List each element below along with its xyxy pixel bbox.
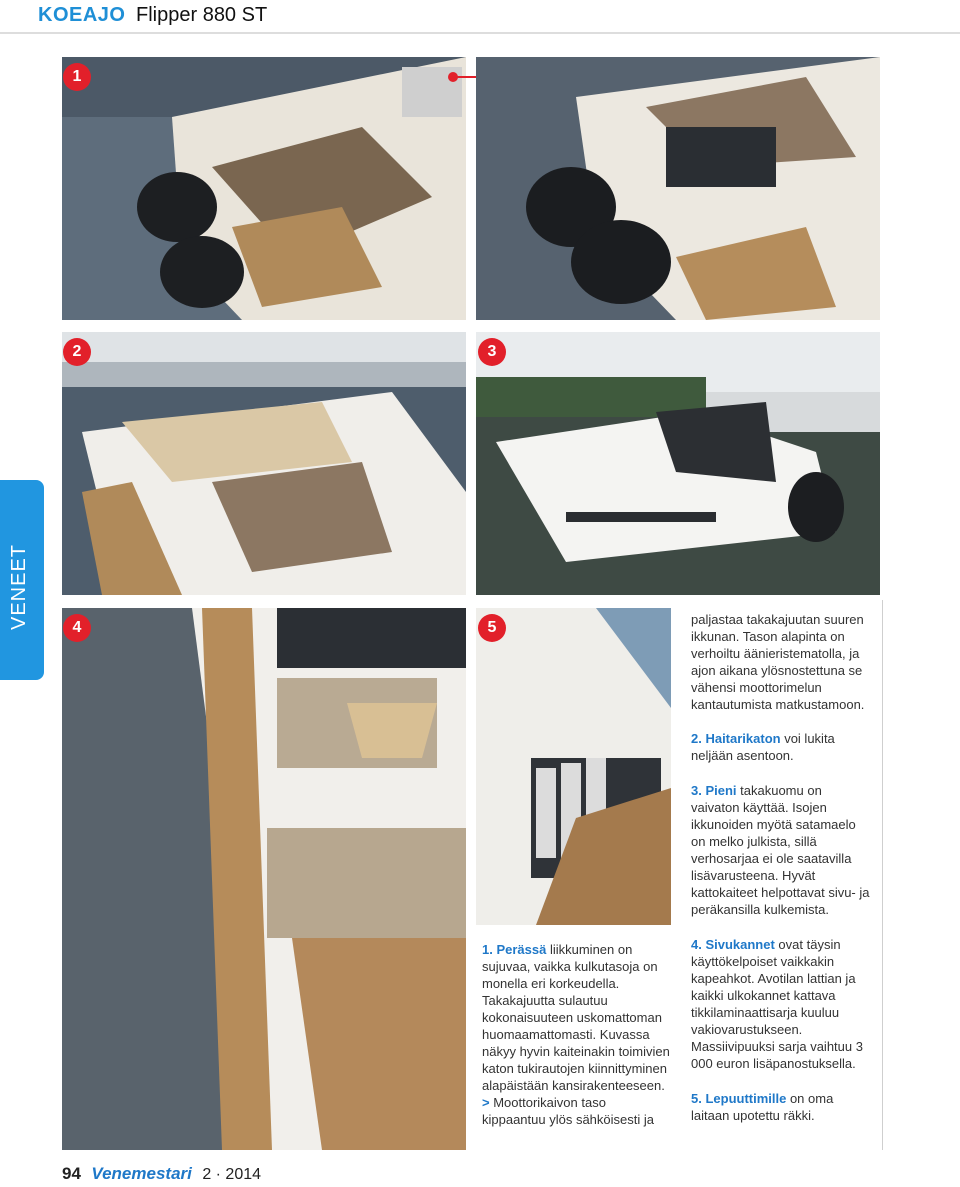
caption-1-continued — [691, 611, 871, 713]
photo-5-badge: 5 — [478, 614, 506, 642]
caption-1-arrow: > — [482, 1095, 490, 1110]
caption-4-lead: 4. Sivukannet — [691, 937, 775, 952]
caption-3-text: takakuomu on vaivaton käyttää. Isojen ikkunoiden myötä satamaelo on melko julkista, sillä verhosarjaa ei ole saatavilla lisävarusteena. Hyvät kattokaiteet helpottavat sivu- ja peräkansilla kulkemista. — [691, 783, 870, 917]
side-tab-label: VENEET — [8, 543, 30, 630]
caption-5-lead: 5. Lepuuttimille — [691, 1091, 787, 1106]
photo-5 — [476, 608, 671, 925]
caption-5-text: on oma laitaan upotettu räkki. — [691, 1091, 834, 1123]
caption-2-text: voi lukita neljään asentoon. — [691, 731, 835, 763]
page-footer — [62, 1164, 261, 1184]
section-label: KOEAJO — [38, 4, 126, 26]
photo-4-badge: 4 — [63, 614, 91, 642]
page-number: 94 — [62, 1164, 81, 1183]
caption-1 — [482, 941, 670, 1128]
caption-4-text: ovat täysin käyttökelpoiset vaikkakin kapeahkot. Avotilan lattian ja kaikki ulkokannet kattava tikkilaminaattisarja kuuluu vakiovarustukseen. Massiivipuuksi sarja vaihtuu 3 000 euron lisäpanostuksella. — [691, 937, 863, 1071]
photo-4 — [62, 608, 466, 1150]
photo-3-badge: 3 — [478, 338, 506, 366]
caption-4 — [691, 936, 871, 1072]
caption-3-lead: 3. Pieni — [691, 783, 737, 798]
photo-2 — [62, 332, 466, 595]
page-title: Flipper 880 ST — [136, 4, 268, 26]
caption-5 — [691, 1090, 871, 1124]
photo-2-badge: 2 — [63, 338, 91, 366]
caption-1-lead: 1. Perässä — [482, 942, 547, 957]
caption-2-lead: 2. Haitarikaton — [691, 731, 781, 746]
caption-1-text2: Moottorikaivon taso kippaantuu ylös sähköisesti ja — [482, 1095, 654, 1127]
photo-1-left — [62, 57, 466, 320]
photo-1-badge: 1 — [63, 63, 91, 91]
page-header — [0, 0, 960, 32]
caption-3 — [691, 782, 871, 918]
issue-label: 2 · 2014 — [202, 1166, 262, 1183]
caption-1-cont-text: paljastaa takakajuutan suuren ikkunan. Tason alapinta on verhoiltu äänieristematolla, ja ajon aikana ylösnostettuna se vähensi moottorimelun kantautumista matkustamoon. — [691, 612, 865, 712]
magazine-logo: Venemestari — [91, 1164, 192, 1183]
header-divider — [0, 32, 960, 34]
caption-1-text: liikkuminen on sujuvaa, vaikka kulkutasoja on monella eri korkeudella. Takakajuutta sulautuu kokonaisuuteen uskomattoman huomaamattomasti. Kuvassa näkyy hyvin kaiteinakin toimivien katon tukirautojen kiinnittyminen alapäistään kansirakenteeseen. — [482, 942, 670, 1093]
caption-2 — [691, 730, 871, 764]
caption-frame — [876, 600, 883, 1150]
photo-3 — [476, 332, 880, 595]
photo-1-right — [476, 57, 880, 320]
section-side-tab — [0, 480, 44, 680]
